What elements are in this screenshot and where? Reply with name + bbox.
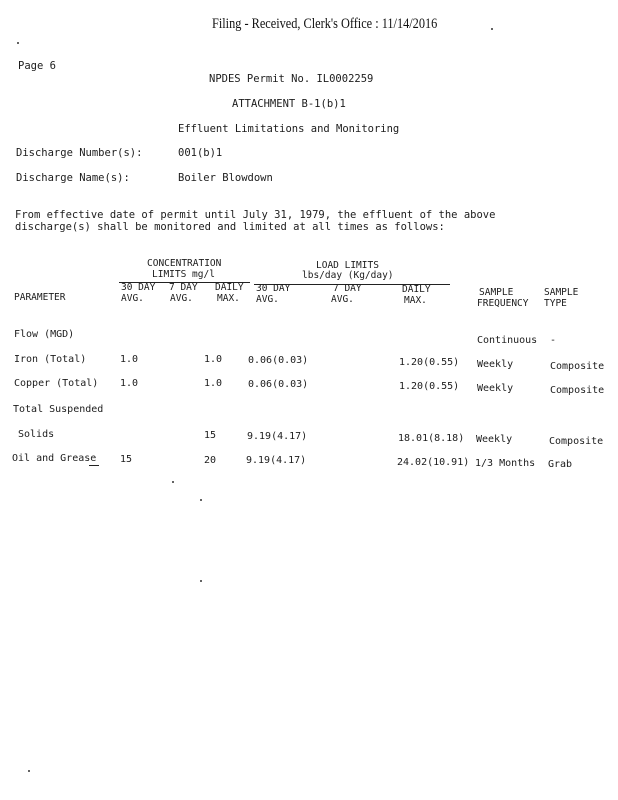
table-row-load-daily: 24.02(10.91) [397,457,470,468]
discharge-name-label: Discharge Name(s): [16,172,130,184]
table-row-load-30-day: 0.06(0.03) [248,355,309,366]
table-row-frequency: Weekly [477,359,514,370]
document-title: Effluent Limitations and Monitoring [178,123,400,135]
table-row-load-daily: 18.01(8.18) [398,433,465,444]
discharge-name-value: Boiler Blowdown [178,172,273,184]
table-row-parameter: Total Suspended [13,404,104,415]
scan-speck [17,42,19,44]
table-row-parameter: Flow (MGD) [14,329,75,340]
table-row-parameter: Iron (Total) [14,354,87,365]
table-row-conc-daily: 15 [204,430,217,441]
col-conc-daily-line2: MAX. [217,293,240,304]
table-row-load-30-day: 9.19(4.17) [247,431,308,442]
col-conc-30-day-line1: 30 DAY [121,282,156,293]
col-sample-type-line2: TYPE [544,298,567,309]
intro-line-2: discharge(s) shall be monitored and limited at all times as follows: [15,221,445,233]
table-row-conc-daily: 20 [204,455,217,466]
intro-line-1: From effective date of permit until July 31, 1979, the effluent of the above [15,209,496,221]
filing-stamp: Filing - Received, Clerk's Office : 11/14/2016 [212,16,438,32]
col-load-7-day-line2: AVG. [331,294,354,305]
col-conc-30-day-line2: AVG. [121,293,144,304]
table-row-type: Composite [549,436,604,447]
table-row-conc-30-day: 1.0 [120,378,139,389]
table-row-load-daily: 1.20(0.55) [399,381,460,392]
scan-speck [28,770,30,772]
table-row-parameter: Oil and Grease [12,453,97,464]
page-number: Page 6 [18,60,56,72]
col-load-daily-line1: DAILY [402,284,431,295]
scan-speck [172,481,174,483]
load-header-line1: LOAD LIMITS [316,260,379,271]
table-row-parameter: Copper (Total) [14,378,99,389]
permit-number: NPDES Permit No. IL0002259 [209,73,374,85]
scan-speck [200,580,202,582]
table-row-type: Composite [550,385,605,396]
col-conc-7-day-line2: AVG. [170,293,193,304]
col-sample-frequency-line1: SAMPLE [479,287,514,298]
table-row-load-30-day: 9.19(4.17) [246,455,307,466]
col-conc-7-day-line1: 7 DAY [169,282,198,293]
col-conc-daily-line1: DAILY [215,282,244,293]
discharge-number-value: 001(b)1 [178,147,223,159]
table-row-conc-daily: 1.0 [204,378,223,389]
table-row-type: - [550,335,557,346]
col-sample-frequency-line2: FREQUENCY [477,298,529,309]
scan-speck [491,28,493,30]
discharge-number-label: Discharge Number(s): [16,147,143,159]
table-row-load-daily: 1.20(0.55) [399,357,460,368]
handwritten-underline [89,465,99,466]
table-row-parameter: Solids [18,429,55,440]
table-row-type: Composite [550,361,605,372]
concentration-header-line2: LIMITS mg/l [152,269,215,280]
col-load-30-day-line2: AVG. [256,294,279,305]
col-load-daily-line2: MAX. [404,295,427,306]
table-row-frequency: 1/3 Months [475,458,536,469]
table-row-conc-30-day: 15 [120,454,133,465]
table-row-conc-30-day: 1.0 [120,354,139,365]
col-load-30-day-line1: 30 DAY [256,283,291,294]
table-row-frequency: Continuous [477,335,538,346]
col-sample-type-line1: SAMPLE [544,287,579,298]
table-row-type: Grab [548,459,573,470]
table-row-conc-daily: 1.0 [204,354,223,365]
table-row-frequency: Weekly [476,434,513,445]
concentration-header-line1: CONCENTRATION [147,258,222,269]
col-load-7-day-line1: 7 DAY [333,283,362,294]
table-row-frequency: Weekly [477,383,514,394]
attachment-title: ATTACHMENT B-1(b)1 [232,98,346,110]
col-parameter: PARAMETER [14,292,66,303]
table-row-load-30-day: 0.06(0.03) [248,379,309,390]
load-header-line2: lbs/day (Kg/day) [302,270,394,281]
scan-speck [200,499,202,501]
